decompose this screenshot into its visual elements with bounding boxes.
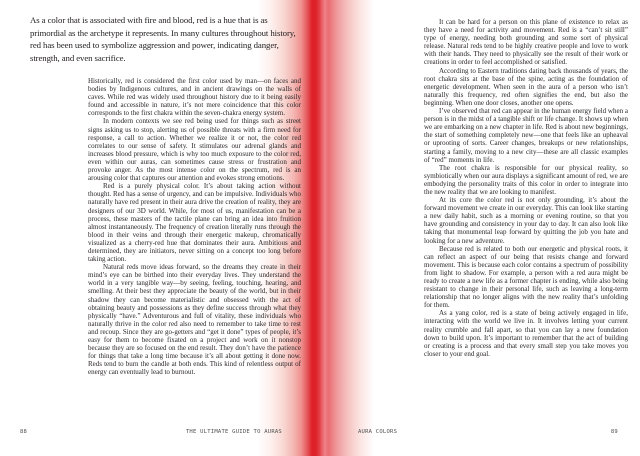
body-paragraph: According to Eastern traditions dating back thousands of years, the root chakra sits at the base of the spine, acting as the foundation of energetic development. When seen in the aura of a person who isn’t naturally this frequency, red often signifies the end, but also the beginning. When one door closes, another one opens.	[424, 66, 628, 107]
intro-paragraph: As a color that is associated with fire and blood, red is a hue that is as primordial as the archetype it represents. In many cultures throughout history, red has been used to symbolize aggression and power, indicating danger, strength, and even sacrifice.	[30, 15, 296, 63]
page-number-left: 88	[20, 429, 28, 435]
right-body-text	[424, 18, 628, 358]
page-number-right: 89	[610, 429, 618, 435]
left-body-text	[88, 77, 301, 376]
running-head-section: AURA COLORS	[358, 429, 398, 435]
body-paragraph: In modern contexts we see red being used for things such as street signs asking us to stop, alerting us of possible threats with a firm need for response, a call to action. Whether we realize it or not, the color red correlates to our sense of safety. It stimulates our adrenal glands and increases blood pressure, which is why too much exposure to the color red, even within our auras, can sometimes cause stress or frustration and provoke anger. As the most intense color on the spectrum, red is an arousing color that captures our attention and evokes strong emotions.	[88, 117, 301, 183]
body-paragraph: At its core the color red is not only grounding, it’s about the forward movement we create in our everyday. This can look like starting a new daily habit, such as a morning or evening routine, so that you have grounding and consistency in your day to day. It can also look like taking that monumental leap forward by quitting the job you hate and looking for a new adventure.	[424, 196, 628, 245]
body-paragraph: Because red is related to both our energetic and physical roots, it can reflect an aspect of our being that resists change and forward movement. This is because each color contains a spectrum of possibility from light to shadow. For example, a person with a red aura might be ready to create a new life as a former chapter is ending, while also being resistant to change in their personal life, such as leaving a long-term relationship that no longer aligns with the new reality that’s unfolding for them.	[424, 244, 628, 310]
body-paragraph: Historically, red is considered the first color used by man—on faces and bodies by Indigenous cultures, and in ancient drawings on the walls of caves. While red was widely used throughout history due to it being easily found and accessible in nature, it’s not mere coincidence that this color corresponds to the first chakra within the seven-chakra energy system.	[88, 77, 301, 118]
body-paragraph: Natural reds move ideas forward, so the dreams they create in their mind’s eye can be birthed into their everyday lives. They understand the world in a very tangible way—by seeing, feeling, touching, hearing, and smelling. At their best they appreciate the beauty of the world, but in their shadow they can become materialistic and obsessed with the act of obtaining beauty and possessions as they define success through what they physically “have.” Adventurous and full of vitality, these individuals who naturally thrive in the color red also need to remember to take time to rest and recoup. Since they are go-getters and “get it done” types of people, it’s easy for them to become fixated on a project and work on it nonstop because they are so focused on the end result. They don’t have the patience for things that take a long time because it’s all about getting it done now. Reds tend to burn the candle at both ends. This kind of relentless output of energy can eventually lead to burnout.	[88, 263, 301, 377]
body-paragraph: I’ve observed that red can appear in the human energy field when a person is in the midst of a tangible shift or life change. It shows up when we are embarking on a new chapter in life. Red is about new beginnings, the start of something completely new—one that feels like an upheaval or uprooting of sorts. Career changes, breakups or new relationships, starting a family, moving to a new city—these are all classic examples of “red” moments in life.	[424, 107, 628, 164]
body-paragraph: Red is a purely physical color. It’s about taking action without thought. Red has a sense of urgency, and can be impulsive. Individuals who naturally have red present in their aura drive the creation of reality, they are designers of our 3D world. While, for most of us, manifestation can be a process, these masters of the tactile plane can bring an idea into fruition almost instantaneously. The frequency of creation literally runs through the blood in their veins and through their energetic makeup, chromatically visualized as a cherry-red hue that dominates their aura. Ambitious and determined, they are initiators, never sitting on a concept too long before taking action.	[88, 182, 301, 264]
body-paragraph: It can be hard for a person on this plane of existence to relax as they have a need for activity and movement. Red is a “can’t sit still” type of energy, needing both grounding and some sort of physical release. Natural reds tend to be highly creative people and love to work with their hands. They need to physically see the result of their work or creations in order to feel accomplished or satisfied.	[424, 18, 628, 67]
running-head-book-title: THE ULTIMATE GUIDE TO AURAS	[185, 429, 282, 435]
body-paragraph: The root chakra is responsible for our physical reality, so symbiotically when our aura displays a significant amount of red, we are embodying the personality traits of this color in order to integrate into the new reality that we are looking to manifest.	[424, 163, 628, 196]
body-paragraph: As a yang color, red is a state of being actively engaged in life, interacting with the world we live in. It involves letting your current reality crumble and fall apart, so that you can lay a new foundation down to build upon. It’s important to remember that the act of building or creating is a process and that every small step you take moves you closer to your end goal.	[424, 309, 628, 358]
